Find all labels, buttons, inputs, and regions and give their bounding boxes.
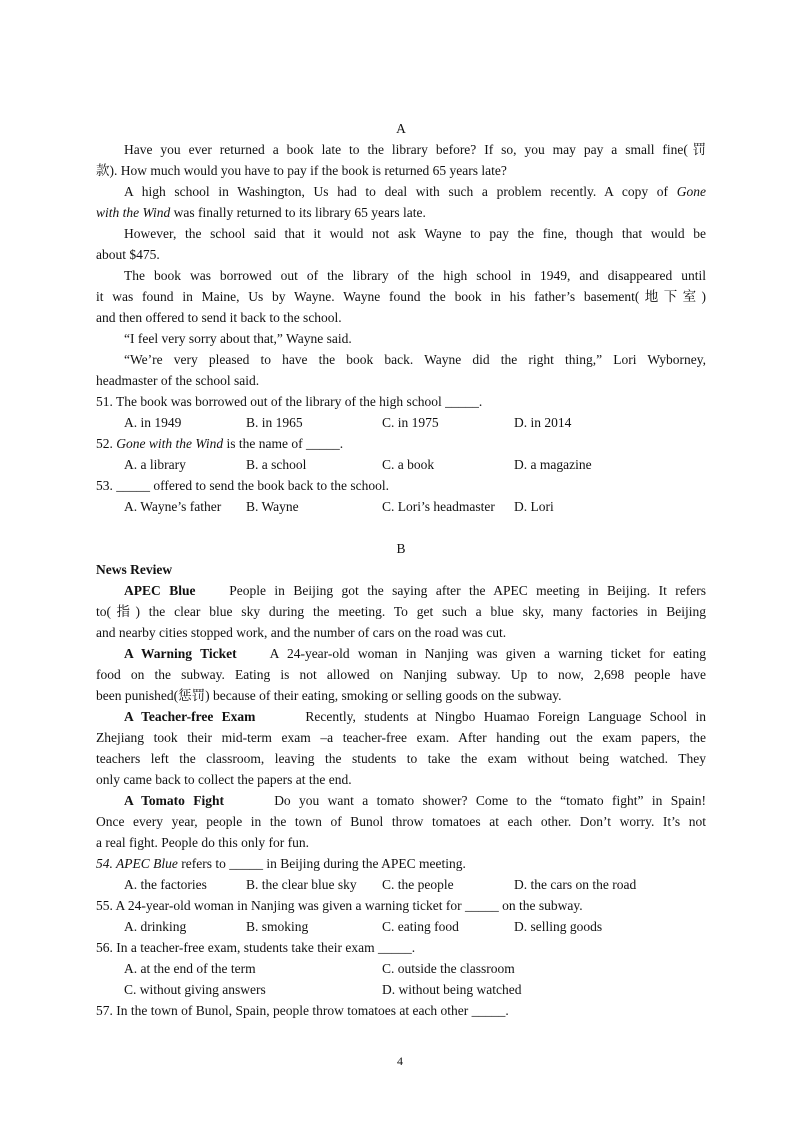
option-c[interactable]: C. outside the classroom: [382, 961, 515, 976]
news-item-title: A Teacher-free Exam: [124, 709, 256, 724]
book-title-text: Gone: [676, 184, 706, 199]
passage-a-line: The book was borrowed out of the library of the high school in 1949, and disappeared until: [124, 268, 706, 283]
option-c[interactable]: C. Lori’s headmaster: [382, 499, 495, 514]
page-number: 4: [397, 1054, 403, 1068]
option-b[interactable]: B. a school: [246, 457, 307, 472]
option-c[interactable]: C. a book: [382, 457, 435, 472]
passage-a-line: [96, 202, 706, 223]
question-stem: 56. In a teacher-free exam, students take their exam _____.: [96, 940, 416, 955]
news-item-line: Zhejiang took their mid-term exam –a teacher-free exam. After handing out the exam papers, the: [96, 730, 706, 745]
option-d[interactable]: D. a magazine: [514, 457, 592, 472]
option-a[interactable]: A. in 1949: [124, 415, 182, 430]
news-item-line: [96, 790, 706, 811]
question-stem: [96, 433, 706, 454]
news-item-text: Do you want a tomato shower? Come to the “tomato fight” in Spain!: [274, 793, 706, 808]
passage-a-line: it was found in Maine, Us by Wayne. Wayne found the book in his father’s basement(地下室): [96, 289, 706, 304]
question-options: [96, 412, 706, 433]
news-item-line: food on the subway. Eating is not allowed on Nanjing subway. Up to now, 2,698 people have: [96, 667, 706, 682]
news-item-text: Recently, students at Ningbo Huamao Foreign Language School in: [305, 709, 706, 724]
news-item-line: and nearby cities stopped work, and the number of cars on the road was cut.: [96, 625, 507, 640]
passage-a-line: However, the school said that it would not ask Wayne to pay the fine, though that would be: [124, 226, 706, 241]
news-item-line: only came back to collect the papers at the end.: [96, 772, 352, 787]
news-item-text: People in Beijing got the saying after the APEC meeting in Beijing. It refers: [229, 583, 706, 598]
option-d[interactable]: D. selling goods: [514, 919, 603, 934]
book-title-text: with the Wind: [96, 205, 171, 220]
news-item-title: A Tomato Fight: [124, 793, 224, 808]
passage-a-line: “We’re very pleased to have the book back. Wayne did the right thing,” Lori Wyborney,: [124, 352, 706, 367]
news-item-line: [96, 580, 706, 601]
question-options: [96, 496, 706, 517]
option-d[interactable]: D. Lori: [514, 499, 554, 514]
section-b-heading: B: [396, 541, 406, 556]
option-a[interactable]: A. the factories: [124, 877, 207, 892]
option-d[interactable]: D. in 2014: [514, 415, 572, 430]
passage-a-line: and then offered to send it back to the school.: [96, 310, 342, 325]
option-b[interactable]: B. Wayne: [246, 499, 299, 514]
question-options: [96, 874, 706, 895]
passage-a-line: [96, 181, 706, 202]
news-review-title: News Review: [96, 562, 173, 577]
news-item-line: [96, 706, 706, 727]
option-b[interactable]: B. smoking: [246, 919, 309, 934]
news-item-line: Once every year, people in the town of Bunol throw tomatoes at each other. Don’t worry. It’s not: [96, 814, 706, 829]
passage-text: was finally returned to its library 65 years late.: [170, 205, 426, 220]
news-item-title: APEC Blue: [124, 583, 196, 598]
option-b[interactable]: B. in 1965: [246, 415, 303, 430]
exam-page: [96, 118, 706, 1021]
question-stem: 53. _____ offered to send the book back to the school.: [96, 478, 389, 493]
section-gap: [96, 517, 706, 538]
question-text: is the name of _____.: [223, 436, 344, 451]
option-b[interactable]: B. the clear blue sky: [246, 877, 357, 892]
option-c[interactable]: C. without giving answers: [124, 982, 266, 997]
option-c[interactable]: C. eating food: [382, 919, 459, 934]
passage-a-line: 款). How much would you have to pay if the book is returned 65 years late?: [96, 163, 507, 178]
option-c[interactable]: C. in 1975: [382, 415, 439, 430]
passage-a-line: “I feel very sorry about that,” Wayne said.: [124, 331, 352, 346]
option-d[interactable]: D. without being watched: [382, 982, 522, 997]
question-number: 52.: [96, 436, 117, 451]
news-item-line: been punished(惩罚) because of their eating, smoking or selling goods on the subway.: [96, 688, 562, 703]
question-stem: [96, 853, 706, 874]
news-item-title: A Warning Ticket: [124, 646, 237, 661]
news-item-line: [96, 643, 706, 664]
option-a[interactable]: A. a library: [124, 457, 186, 472]
question-stem: 55. A 24-year-old woman in Nanjing was given a warning ticket for _____ on the subway.: [96, 898, 583, 913]
question-options: [96, 916, 706, 937]
news-item-line: teachers left the classroom, leaving the students to take the exam without being watched. They: [96, 751, 706, 766]
option-a[interactable]: A. Wayne’s father: [124, 499, 222, 514]
news-item-line: a real fight. People do this only for fun.: [96, 835, 309, 850]
option-a[interactable]: A. drinking: [124, 919, 187, 934]
question-text: refers to _____ in Beijing during the APEC meeting.: [177, 856, 466, 871]
question-stem: 51. The book was borrowed out of the library of the high school _____.: [96, 394, 483, 409]
passage-text: A high school in Washington, Us had to deal with such a problem recently. A copy of: [124, 184, 677, 199]
news-item-text: A 24-year-old woman in Nanjing was given a warning ticket for eating: [269, 646, 706, 661]
book-title-text: Gone with the Wind: [116, 436, 224, 451]
question-options: [96, 979, 706, 1000]
passage-a-line: Have you ever returned a book late to the library before? If so, you may pay a small fine(罚: [124, 142, 706, 157]
passage-a-line: about $475.: [96, 247, 160, 262]
option-c[interactable]: C. the people: [382, 877, 454, 892]
question-options: [96, 454, 706, 475]
question-stem: 57. In the town of Bunol, Spain, people throw tomatoes at each other _____.: [96, 1003, 509, 1018]
section-a-heading: A: [396, 121, 406, 136]
option-d[interactable]: D. the cars on the road: [514, 877, 637, 892]
passage-a-line: headmaster of the school said.: [96, 373, 260, 388]
question-options: [96, 958, 706, 979]
news-item-line: to(指) the clear blue sky during the meeting. To get such a blue sky, many factories in Beijing: [96, 604, 706, 619]
question-italic-text: 54. APEC Blue: [96, 856, 178, 871]
option-a[interactable]: A. at the end of the term: [124, 961, 256, 976]
